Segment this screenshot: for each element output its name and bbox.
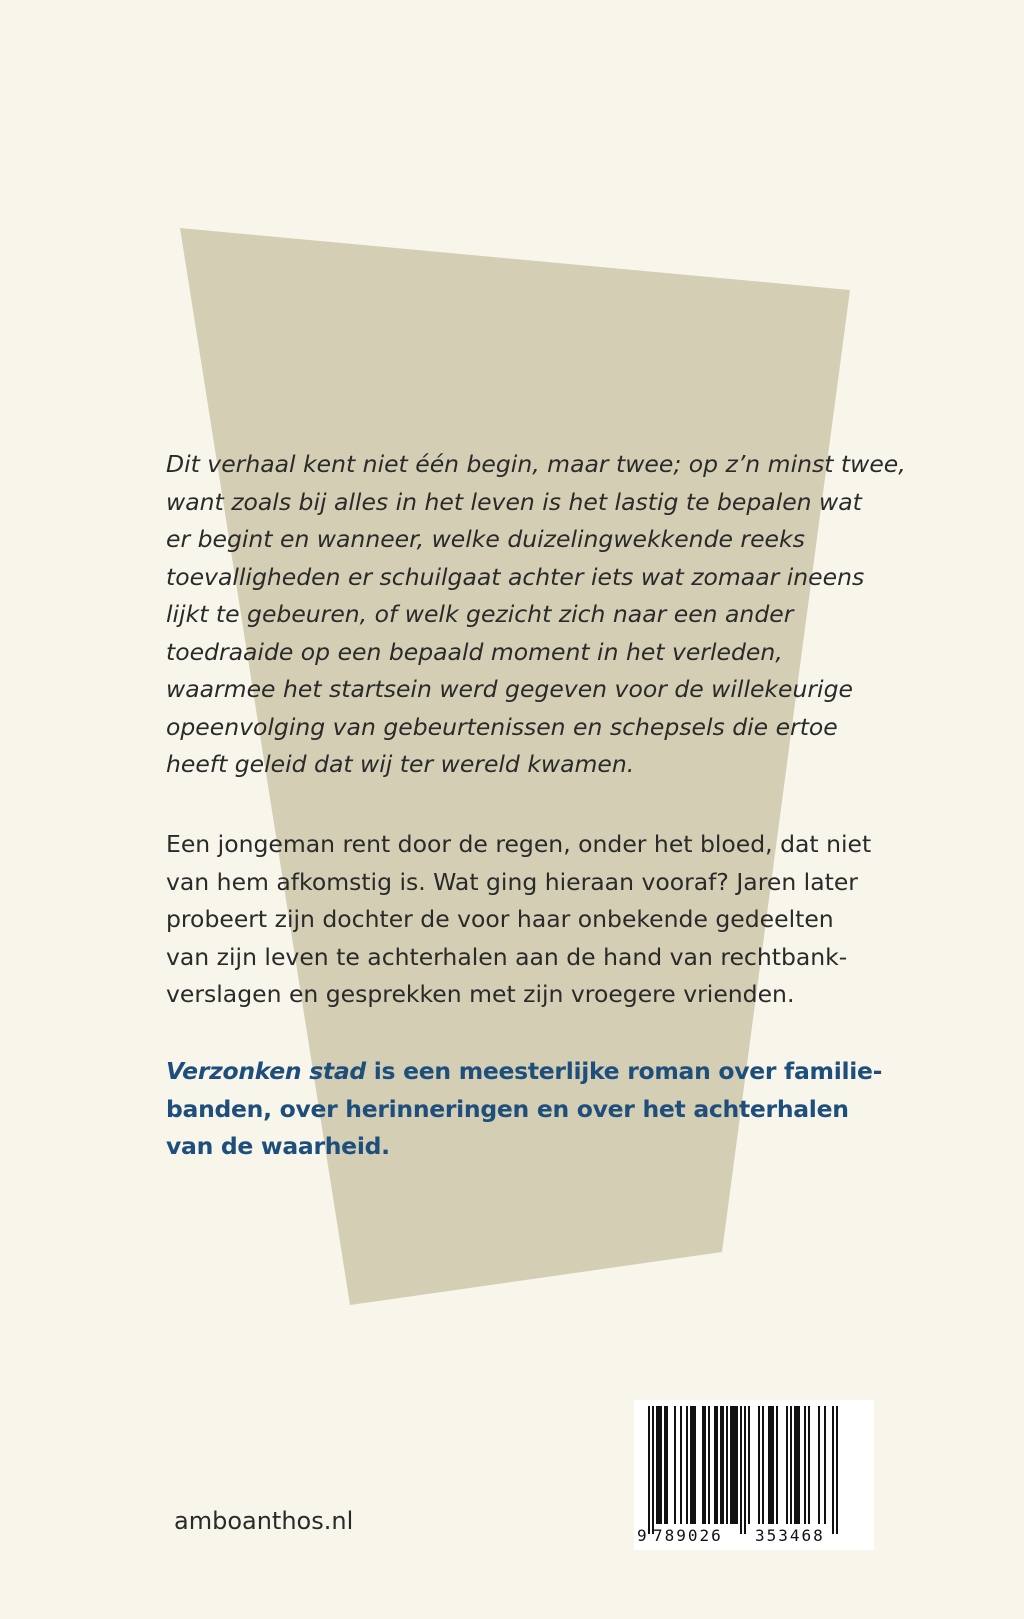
barcode-bar bbox=[736, 1406, 738, 1524]
barcode-bar bbox=[776, 1406, 778, 1524]
barcode-bar bbox=[740, 1406, 742, 1534]
barcode-bar bbox=[720, 1406, 722, 1524]
barcode-bar bbox=[658, 1406, 660, 1524]
summary-line: van hem afkomstig is. Wat ging hieraan vooraf? Jaren later bbox=[166, 867, 858, 896]
barcode-bar bbox=[804, 1406, 806, 1524]
isbn-group-1: 789026 bbox=[653, 1526, 723, 1545]
intro-line: Dit verhaal kent niet één begin, maar twee; op z’n minst twee, bbox=[166, 450, 906, 478]
barcode-bar bbox=[790, 1406, 792, 1524]
barcode-bar bbox=[758, 1406, 760, 1524]
summary-paragraph bbox=[166, 826, 872, 1014]
intro-line: toevalligheden er schuilgaat achter iets wat zomaar ineens bbox=[166, 562, 865, 591]
intro-line: waarmee het startsein werd gegeven voor de willekeurige bbox=[166, 675, 853, 703]
isbn-group-2: 353468 bbox=[755, 1526, 825, 1545]
barcode-bar bbox=[818, 1406, 820, 1524]
barcode-bar bbox=[652, 1406, 654, 1534]
barcode-bar bbox=[796, 1406, 798, 1524]
barcode-bar bbox=[680, 1406, 682, 1524]
barcode-bar bbox=[808, 1406, 810, 1524]
barcode-bar bbox=[674, 1406, 676, 1524]
tagline-paragraph bbox=[166, 1053, 883, 1166]
barcode-bar bbox=[726, 1406, 728, 1524]
barcode-bar bbox=[836, 1406, 838, 1534]
barcode-bar bbox=[798, 1406, 800, 1524]
barcode-bar bbox=[656, 1406, 658, 1524]
barcode-bar bbox=[694, 1406, 696, 1524]
summary-line: probeert zijn dochter de voor haar onbekende gedeelten bbox=[166, 905, 834, 933]
barcode-bar bbox=[722, 1406, 724, 1524]
intro-line: heeft geleid dat wij ter wereld kwamen. bbox=[166, 750, 635, 778]
barcode-bar bbox=[730, 1406, 732, 1524]
tagline-line bbox=[166, 1053, 883, 1091]
barcode-bar bbox=[716, 1406, 718, 1524]
intro-line: lijkt te gebeuren, of welk gezicht zich naar een ander bbox=[166, 600, 794, 628]
barcode-bar bbox=[714, 1406, 716, 1524]
intro-line: er begint en wanneer, welke duizelingwekkende reeks bbox=[166, 525, 805, 553]
publisher-url: amboanthos.nl bbox=[174, 1507, 354, 1535]
barcode-bar bbox=[832, 1406, 834, 1534]
book-title: Verzonken stad bbox=[166, 1057, 366, 1085]
barcode-bar bbox=[732, 1406, 734, 1524]
barcode-bar bbox=[794, 1406, 796, 1524]
barcode-bar bbox=[690, 1406, 692, 1524]
barcode-bar bbox=[660, 1406, 662, 1524]
barcode-bar bbox=[648, 1406, 650, 1534]
barcode-bar bbox=[744, 1406, 746, 1534]
summary-line: van zijn leven te achterhalen aan de hand van rechtbank- bbox=[166, 942, 848, 971]
summary-line: Een jongeman rent door de regen, onder het bloed, dat niet bbox=[166, 830, 872, 858]
isbn-first-digit: 9 bbox=[637, 1526, 647, 1545]
intro-line: opeenvolging van gebeurtenissen en schepsels die ertoe bbox=[166, 712, 838, 741]
tagline-line1-rest: is een meesterlijke roman over familie- bbox=[365, 1057, 883, 1085]
barcode-bar bbox=[704, 1406, 706, 1524]
barcode-bar bbox=[786, 1406, 788, 1524]
summary-line: verslagen en gesprekken met zijn vroegere vrienden. bbox=[166, 980, 795, 1008]
intro-line: toedraaide op een bepaald moment in het verleden, bbox=[166, 637, 783, 666]
tagline-line: banden, over herinneringen en over het achterhalen bbox=[166, 1094, 849, 1123]
intro-line: want zoals bij alles in het leven is het lastig te bepalen wat bbox=[166, 487, 862, 516]
tagline-line: van de waarheid. bbox=[166, 1132, 390, 1160]
barcode-bar bbox=[708, 1406, 710, 1524]
isbn-barcode bbox=[634, 1400, 874, 1550]
barcode-bar bbox=[770, 1406, 772, 1524]
barcode-bar bbox=[666, 1406, 668, 1524]
barcode-bar bbox=[768, 1406, 770, 1524]
intro-paragraph bbox=[166, 446, 906, 784]
barcode-bar bbox=[748, 1406, 750, 1524]
barcode-bar bbox=[702, 1406, 704, 1524]
barcode-bar bbox=[772, 1406, 774, 1524]
barcode-bar bbox=[734, 1406, 736, 1524]
barcode-bar bbox=[762, 1406, 764, 1524]
barcode-bar bbox=[664, 1406, 666, 1524]
barcode-bar bbox=[686, 1406, 688, 1524]
barcode-bar bbox=[692, 1406, 694, 1524]
barcode-bar bbox=[824, 1406, 826, 1524]
